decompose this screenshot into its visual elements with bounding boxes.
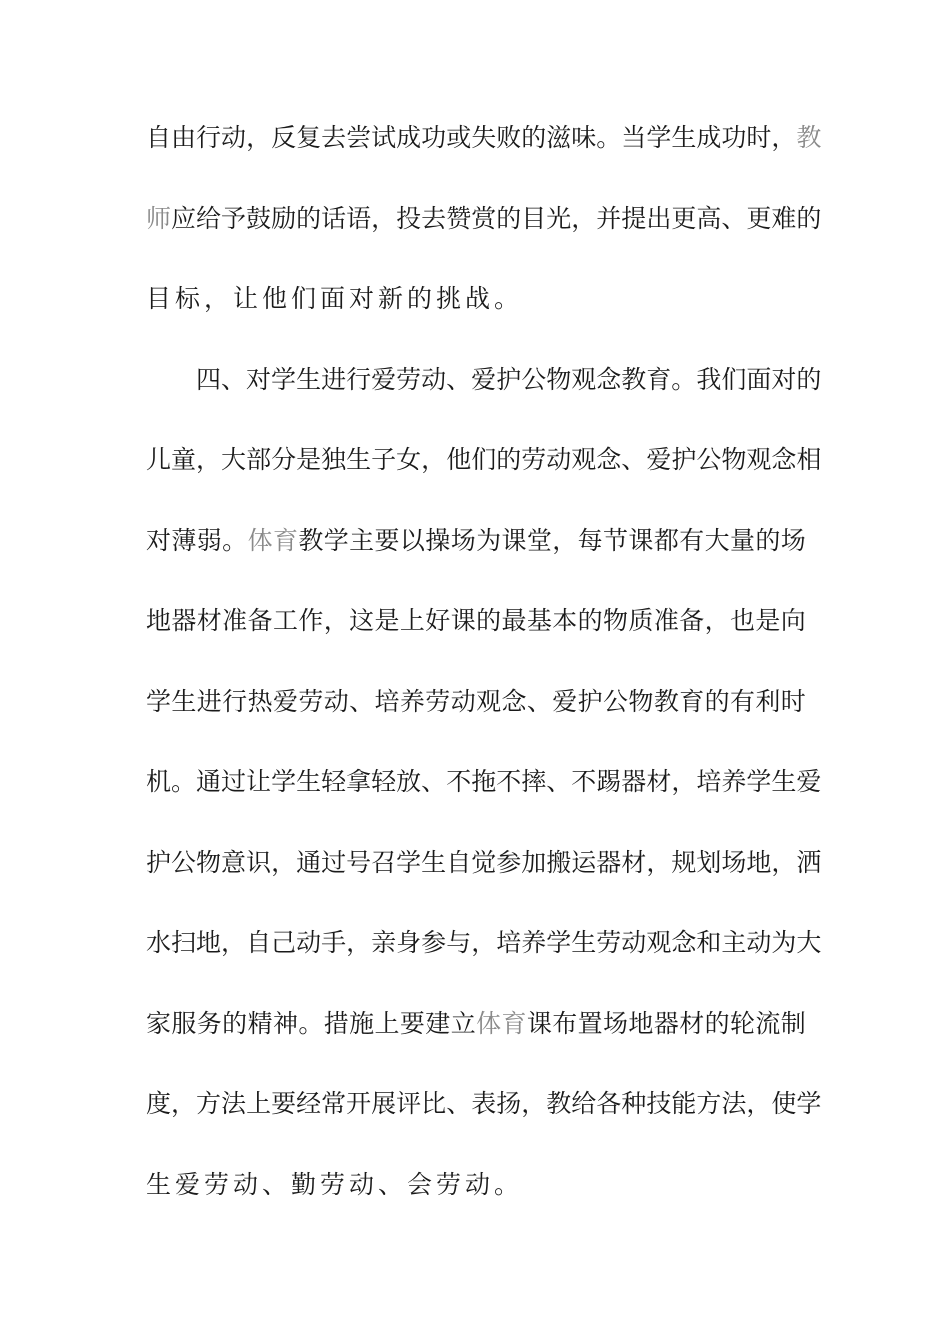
text-line: 儿 童 ， 大 部 分 是 独 生 子 女 ， 他 们 的 劳 动 观 念 、 爱 护 公 物 观 念 相 bbox=[146, 445, 822, 474]
text-line: 护 公 物 意 识 ， 通 过 号 召 学 生 自 觉 参 加 搬 运 器 材 ， 规 划 场 地 ， 洒 bbox=[146, 847, 822, 877]
text-line: 度 ， 方 法 上 要 经 常 开 展 评 比 、 表 扬 ， 教 给 各 种 技 能 方 法 ， 使 学 bbox=[146, 1089, 822, 1118]
text-line: 学 生 进 行 热 爱 劳 动 、 培 养 劳 动 观 念 、 爱 护 公 物 教 育 的 有 利 时 bbox=[146, 686, 806, 716]
text-segment: 生爱劳动、勤劳动、会劳动。 bbox=[146, 1169, 524, 1199]
text-line: 四 、 对 学 生 进 行 爱 劳 动 、 爱 护 公 物 观 念 教 育 。 我 们 面 对 的 bbox=[196, 364, 822, 394]
text-line: 自 由 行 动 ， 反 复 去 尝 试 成 功 或 失 败 的 滋 味 。 当 学 生 成 功 时 ， 教 bbox=[146, 123, 822, 152]
text-segment: 目标，让他们面对新的挑战。 bbox=[146, 284, 524, 313]
text-line bbox=[146, 1157, 806, 1213]
text-line: 机 。 通 过 让 学 生 轻 拿 轻 放 、 不 拖 不 摔 、 不 踢 器 材 ， 培 养 学 生 爱 bbox=[146, 767, 822, 796]
body-text bbox=[146, 110, 822, 1237]
text-line: 家 服 务 的 精 神 。 措 施 上 要 建 立 体 育 课 布 置 场 地 器 材 的 轮 流 制 bbox=[146, 1008, 806, 1038]
text-line: 水 扫 地 ， 自 己 动 手 ， 亲 身 参 与 ， 培 养 学 生 劳 动 观 念 和 主 动 为 大 bbox=[146, 928, 822, 957]
text-line: 地 器 材 准 备 工 作 ， 这 是 上 好 课 的 最 基 本 的 物 质 准 备 ， 也 是 向 bbox=[146, 606, 806, 635]
text-line: 对 薄 弱 。 体 育 教 学 主 要 以 操 场 为 课 堂 ， 每 节 课 都 有 大 量 的 场 bbox=[146, 525, 806, 555]
text-line: 师 应 给 予 鼓 励 的 话 语 ， 投 去 赞 赏 的 目 光 ， 并 提 出 更 高 、 更 难 的 bbox=[146, 203, 822, 233]
text-line bbox=[146, 271, 806, 327]
